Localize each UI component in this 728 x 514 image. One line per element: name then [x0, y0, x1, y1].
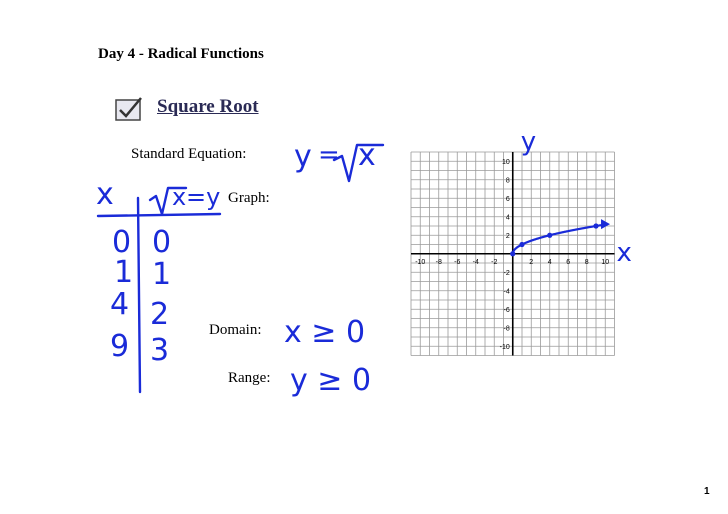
y-tick-label: -6: [503, 306, 510, 314]
curve-point: [593, 223, 598, 228]
handwritten-table-header-sqrt-x: x: [172, 183, 187, 211]
handwritten-table-y-2: 2: [150, 297, 170, 332]
handwritten-table-x-2: 4: [110, 287, 130, 322]
curve-point: [510, 251, 515, 256]
x-tick-label: -6: [454, 258, 461, 266]
handwritten-domain: x ≥ 0: [284, 315, 366, 350]
x-tick-label: -10: [415, 258, 426, 266]
sqrt-curve: [513, 224, 608, 254]
coordinate-graph: [390, 130, 640, 360]
handwritten-equation-equals: =: [318, 140, 340, 170]
y-tick-labels: [500, 159, 510, 351]
handwritten-table-header-y: =y: [186, 183, 221, 211]
y-tick-label: 6: [505, 195, 510, 203]
range-label: Range:: [228, 370, 271, 386]
x-tick-label: 10: [601, 258, 610, 266]
x-tick-label: 4: [547, 258, 552, 266]
y-tick-label: -10: [499, 343, 510, 351]
y-tick-label: 4: [505, 214, 510, 222]
handwritten-equation-y: y: [294, 139, 312, 174]
section-title: Square Root: [157, 96, 259, 117]
curve-point: [519, 242, 524, 247]
handwritten-table-x-1: 1: [114, 255, 134, 290]
handwritten-axis-y-label: y: [520, 130, 537, 157]
page-title: Day 4 - Radical Functions: [98, 46, 264, 62]
handwritten-table-y-0: 0: [152, 225, 172, 260]
handwritten-range: y ≥ 0: [290, 363, 372, 398]
page-number: 1: [704, 486, 710, 497]
handwritten-table-x-0: 0: [112, 225, 132, 260]
curve-point: [547, 233, 552, 238]
handwritten-equation-x: x: [358, 138, 376, 173]
checkbox-check-icon: [115, 96, 143, 122]
handwritten-table-x-3: 9: [110, 329, 130, 364]
y-tick-label: -4: [503, 288, 510, 296]
x-tick-label: 8: [584, 258, 589, 266]
graph-label: Graph:: [228, 190, 270, 206]
x-tick-label: 2: [529, 258, 534, 266]
handwritten-table-y-1: 1: [152, 257, 172, 292]
handwritten-axis-x-label: x: [616, 237, 632, 268]
y-tick-label: 2: [505, 232, 510, 240]
table-vertical-line: [138, 198, 140, 392]
x-tick-label: 6: [566, 258, 571, 266]
y-tick-label: 10: [501, 158, 510, 166]
y-tick-label: -2: [503, 269, 510, 277]
sqrt-curve-group: [510, 219, 610, 256]
handwritten-table-y-3: 3: [150, 333, 170, 368]
x-tick-label: -4: [472, 258, 479, 266]
x-tick-label: -2: [491, 258, 498, 266]
domain-label: Domain:: [209, 322, 262, 338]
y-tick-label: 8: [505, 177, 510, 185]
standard-equation-label: Standard Equation:: [131, 146, 247, 162]
y-tick-label: -8: [503, 325, 510, 333]
x-tick-label: -8: [435, 258, 442, 266]
table-horizontal-line: [98, 214, 220, 216]
handwritten-table-header-x: x: [96, 177, 114, 212]
